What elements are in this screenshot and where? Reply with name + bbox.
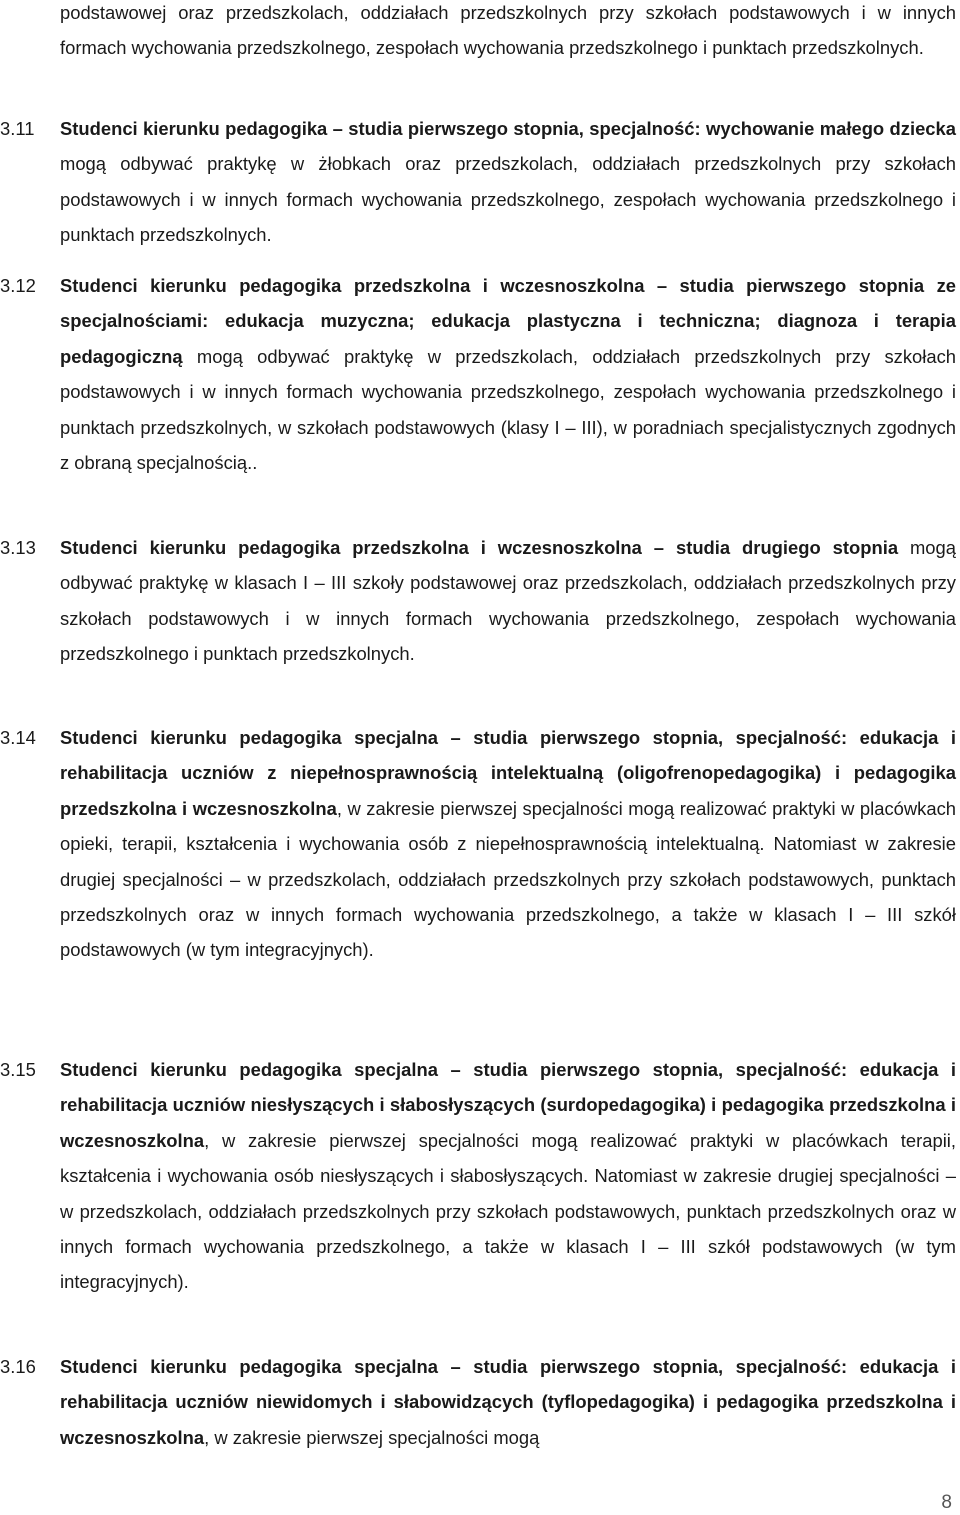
section-heading: Studenci kierunku pedagogika specjalna – studia pierwszego stopnia, specjalność: edukacja i rehabilitacja uczniów z niepełnosprawnością intelektualną (oligofrenopedagogika) i pedagogika przedszkolna i wczesnoszkolna: [60, 727, 956, 819]
intro-paragraph: podstawowej oraz przedszkolach, oddziałach przedszkolnych przy szkołach podstawowych i w innych formach wychowania przedszkolnego, zespołach wychowania przedszkolnego i punktach przedszkolnych.: [60, 2, 956, 59]
section-body: , w zakresie pierwszej specjalności mogą realizować praktyki w placówkach terapii, kształcenia i wychowania osób niesłyszących i słabosłyszących. Natomiast w zakresie drugiej specjalności – w przedszkolach, oddziałach przedszkolnych przy szkołach podstawowych, punktach przedszkolnych oraz w innych formach wychowania przedszkolnego, a także w klasach I – III szkół podstawowych (w tym integracyjnych).: [60, 1129, 956, 1293]
section-body: , w zakresie pierwszej specjalności mogą: [204, 1426, 540, 1448]
section-body: mogą odbywać praktykę w żłobkach oraz przedszkolach, oddziałach przedszkolnych przy szkołach podstawowych i w innych formach wychowania przedszkolnego, zespołach wychowania przedszkolnego i punktach przedszkolnych.: [60, 153, 956, 246]
section-3-14: [0, 720, 956, 968]
section-body: mogą odbywać praktykę w klasach I – III szkoły podstawowej oraz przedszkolach, oddziałach przedszkolnych przy szkołach podstawowych i w innych formach wychowania przedszkolnego, zespołach wychowania przedszkolnego i punktach przedszkolnych.: [60, 537, 956, 665]
section-heading: Studenci kierunku pedagogika specjalna – studia pierwszego stopnia, specjalność: edukacja i rehabilitacja uczniów niewidomych i słabowidzących (tyflopedagogika) i pedagogika przedszkolna i wczesnoszkolna: [60, 1356, 956, 1448]
section-3-16: [0, 1349, 956, 1455]
section-3-15: [0, 1052, 956, 1300]
section-body: mogą odbywać praktykę w przedszkolach, oddziałach przedszkolnych przy szkołach podstawowych i w innych formach wychowania przedszkolnego, zespołach wychowania przedszkolnego i punktach przedszkolnych, w szkołach podstawowych (klasy I – III), w poradniach specjalistycznych zgodnych z obraną specjalnością..: [60, 345, 956, 474]
page-number: 8: [941, 1492, 952, 1513]
section-body: , w zakresie pierwszej specjalności mogą realizować praktyki w placówkach opieki, terapii, kształcenia i wychowania osób z niepełnosprawnością intelektualną. Natomiast w zakresie drugiej specjalności – w przedszkolach, oddziałach przedszkolnych przy szkołach podstawowych, punktach przedszkolnych oraz w innych formach wychowania przedszkolnego, a także w klasach I – III szkół podstawowych (w tym integracyjnych).: [60, 797, 956, 961]
section-heading: Studenci kierunku pedagogika przedszkolna i wczesnoszkolna – studia drugiego stopnia: [60, 537, 899, 558]
section-heading: Studenci kierunku pedagogika specjalna – studia pierwszego stopnia, specjalność: edukacja i rehabilitacja uczniów niesłyszących i słabosłyszących (surdopedagogika) i pedagogika przedszkolna i wczesnoszkolna: [60, 1059, 956, 1151]
section-number: 3.15: [0, 1059, 36, 1080]
section-number: 3.16: [0, 1356, 36, 1377]
section-heading: Studenci kierunku pedagogika – studia pierwszego stopnia, specjalność: wychowanie małego dziecka: [60, 118, 956, 139]
section-3-13: [0, 530, 956, 672]
section-number: 3.13: [0, 537, 36, 558]
section-number: 3.14: [0, 727, 36, 748]
section-number: 3.12: [0, 275, 36, 296]
section-3-11: [0, 111, 956, 253]
section-3-12: [0, 268, 956, 480]
section-heading: Studenci kierunku pedagogika przedszkolna i wczesnoszkolna – studia pierwszego stopnia ze specjalnościami: edukacja muzyczna; edukacja plastyczna i techniczna; diagnoza i terapia pedagogiczną: [60, 275, 956, 367]
section-number: 3.11: [0, 118, 35, 139]
